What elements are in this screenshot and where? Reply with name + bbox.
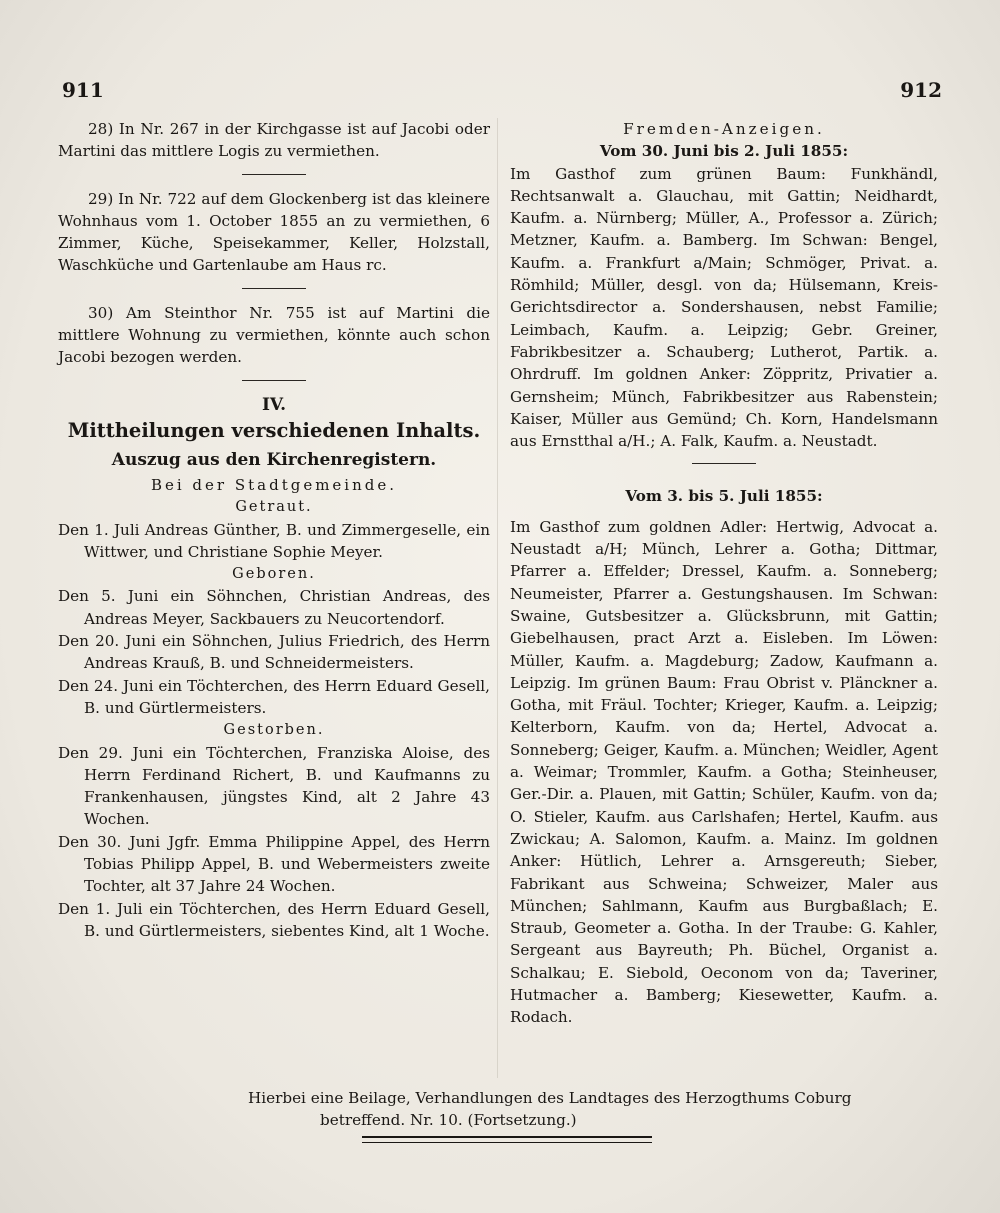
divider-rule bbox=[242, 174, 306, 175]
supplement-line: Hierbei eine Beilage, Verhandlungen des Landtages des Herzogthums Coburg bbox=[248, 1089, 852, 1107]
visitor-entries: Im Gasthof zum goldnen Adler: Hertwig, Advocat a. Neustadt a/H; Münch, Lehrer a. Gotha; Dittmar, Pfarrer a. Effelder; Dressel, Kaufm. a. Sonneberg; Neumeister, Pfarrer a. Gestungshausen. Im Schwan: Swaine, Gutsbesitzer a. Glücksbrunn, mit Gattin; Giebelhausen, pract Arzt a. Eisleben. Im Löwen: Müller, Kaufm. a. Magdeburg; Zadow, Kaufmann a. Leipzig. Im grünen Baum: Frau Obrist v. Plänckner a. Gotha, mit Fräul. Tochter; Krieger, Kaufm. a. Leipzig; Kelterborn, Kaufm. von da; Hertel, Advocat a. Sonneberg; Geiger, Kaufm. a. München; Weidler, Agent a. Weimar; Trommler, Kaufm. a Gotha; Steinheuser, Ger.-Dir. a. Plauen, mit Gattin; Schüler, Kaufm. von da; O. Stieler, Kaufm. aus Carlshafen; Hertel, Kaufm. aus Zwickau; A. Salomon, Kaufm. a. Mainz. Im goldnen Anker: Hütlich, Lehrer a. Arnsgereuth; Sieber, Fabrikant aus Schweina; Schweizer, Maler aus München; Sahlmann, Kaufm aus Burgbaßlach; E. Straub, Geometer a. Gotha. In der Traube: G. Kahler, Sergeant aus Bayreuth; Ph. Büchel, Organist a. Schalkau; E. Siebold, Oeconom von da; Taveriner, Hutmacher a. Bamberg; Kiesewetter, Kaufm. a. Rodach. bbox=[510, 517, 938, 1027]
right-column bbox=[510, 118, 938, 1029]
page-number-right: 912 bbox=[900, 78, 942, 102]
register-entry: Den 5. Juni ein Söhnchen, Christian Andreas, des Andreas Meyer, Sackbauers zu Neucortendorf. bbox=[58, 587, 490, 628]
visitor-entries: Im Gasthof zum grünen Baum: Funkhändl, Rechtsanwalt a. Glauchau, mit Gattin; Neidhardt, Kaufm. a. Nürnberg; Müller, A., Professor a. Zürich; Metzner, Kaufm. a. Bamberg. Im Schwan: Bengel, Kaufm. a. Frankfurt a/Main; Schmöger, Privat. a. Römhild; Müller, desgl. von da; Hülsemann, Kreis-Gerichtsdirector a. Sondershausen, nebst Familie; Leimbach, Kaufm. a. Leipzig; Gebr. Greiner, Fabrikbesitzer a. Schauberg; Lutherot, Partik. a. Ohrdruff. Im goldnen Anker: Zöppritz, Privatier a. Gernsheim; Münch, Fabrikbesitzer aus Rabenstein; Kaiser, Müller aus Gemünd; Ch. Korn, Handelsmann aus Ernstthal a/H.; A. Falk, Kaufm. a. Neustadt. bbox=[510, 164, 938, 451]
supplement-notice bbox=[248, 1087, 943, 1131]
register-entry: Den 29. Juni ein Töchterchen, Franziska Aloise, des Herrn Ferdinand Richert, B. und Kaufmanns zu Frankenhausen, jüngstes Kind, alt 2 Jahre 43 Wochen. bbox=[58, 743, 490, 829]
register-entry: Den 1. Juli Andreas Günther, B. und Zimmergeselle, ein Wittwer, und Christiane Sophie Meyer. bbox=[58, 520, 490, 561]
register-entry: Den 1. Juli ein Töchterchen, des Herrn Eduard Gesell, B. und Gürtlermeisters, siebentes Kind, alt 1 Woche. bbox=[58, 899, 490, 940]
section-number: IV. bbox=[261, 394, 287, 415]
divider-rule bbox=[242, 380, 306, 381]
rental-ad-28: 28) In Nr. 267 in der Kirchgasse ist auf Jacobi oder Martini das mittlere Logis zu vermiethen. bbox=[58, 120, 490, 161]
period-heading: Vom 30. Juni bis 2. Juli 1855: bbox=[599, 142, 849, 161]
closing-double-rule bbox=[362, 1136, 652, 1143]
died-heading: Gestorben. bbox=[223, 722, 325, 739]
register-entry: Den 20. Juni ein Söhnchen, Julius Friedrich, des Herrn Andreas Krauß, B. und Schneidermeisters. bbox=[58, 632, 490, 673]
rental-ad-30: 30) Am Steinthor Nr. 755 ist auf Martini die mittlere Wohnung zu vermiethen, könnte auch schon Jacobi bezogen werden. bbox=[58, 303, 490, 367]
section-title: Mittheilungen verschiedenen Inhalts. bbox=[67, 418, 481, 442]
visitors-title: Fremden-Anzeigen. bbox=[623, 120, 825, 138]
subsection-title: Auszug aus den Kirchenregistern. bbox=[111, 449, 437, 470]
column-divider bbox=[497, 118, 498, 1078]
period-heading: Vom 3. bis 5. Juli 1855: bbox=[625, 487, 823, 506]
born-heading: Geboren. bbox=[232, 566, 316, 583]
divider-rule bbox=[692, 463, 756, 464]
congregation-heading: Bei der Stadtgemeinde. bbox=[150, 475, 398, 494]
register-entry: Den 24. Juni ein Töchterchen, des Herrn Eduard Gesell, B. und Gürtlermeisters. bbox=[58, 676, 490, 717]
married-heading: Getraut. bbox=[235, 499, 313, 516]
rental-ad-29: 29) In Nr. 722 auf dem Glockenberg ist das kleinere Wohnhaus vom 1. October 1855 an zu vermiethen, 6 Zimmer, Küche, Speisekammer, Keller, Holzstall, Waschküche und Gartenlaube am Haus rc. bbox=[58, 189, 490, 275]
register-entry: Den 30. Juni Jgfr. Emma Philippine Appel, des Herrn Tobias Philipp Appel, B. und Webermeisters zweite Tochter, alt 37 Jahre 24 Wochen. bbox=[58, 832, 490, 896]
left-column bbox=[58, 118, 490, 942]
divider-rule bbox=[242, 288, 306, 289]
page-number-left: 911 bbox=[62, 78, 104, 102]
supplement-line: betreffend. Nr. 10. (Fortsetzung.) bbox=[320, 1111, 577, 1129]
